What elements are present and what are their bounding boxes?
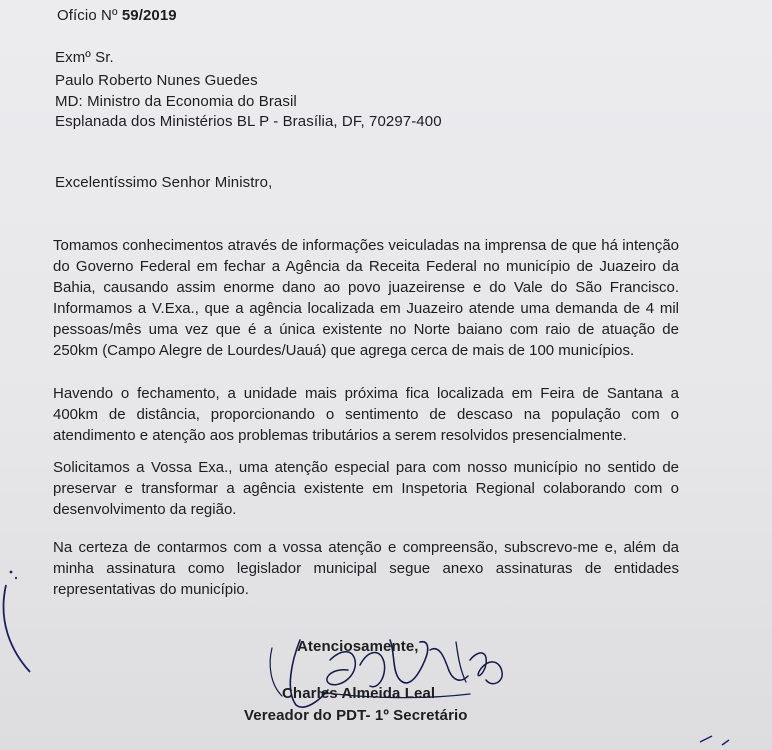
signer-title: Vereador do PDT- 1º Secretário bbox=[244, 707, 468, 724]
valediction: Atenciosamente, bbox=[297, 638, 419, 655]
body-paragraph: Solicitamos a Vossa Exa., uma atenção especial para com nosso município no sentido de preservar e transformar a agência existente em Inspetoria Regional colaborando com o desenvolvimento da região. bbox=[53, 459, 679, 518]
recipient-role: MD: Ministro da Economia do Brasil bbox=[55, 93, 297, 110]
body-paragraph: Na certeza de contarmos com a vossa atenção e compreensão, subscrevo-me e, além da minha assinatura como legislador municipal segue anexo assinaturas de entidades representativas do município. bbox=[53, 539, 679, 598]
greeting: Excelentíssimo Senhor Ministro, bbox=[55, 174, 273, 191]
recipient-salutation: Exmº Sr. bbox=[55, 49, 114, 66]
body-paragraph: Havendo o fechamento, a unidade mais próxima fica localizada em Feira de Santana a 400km de distância, proporcionando o sentimento de descaso na população com o atendimento e atenção aos problemas tributários a serem resolvidos presencialmente. bbox=[53, 385, 679, 444]
recipient-address: Esplanada dos Ministérios BL P - Brasília, DF, 70297-400 bbox=[55, 113, 442, 130]
office-number: 59/2019 bbox=[121, 7, 177, 24]
recipient-name: Paulo Roberto Nunes Guedes bbox=[55, 72, 258, 89]
signer-name: Charles Almeida Leal bbox=[282, 685, 436, 702]
office-label: Ofício Nº bbox=[57, 7, 122, 24]
body-paragraph: Tomamos conhecimentos através de informações veiculadas na imprensa de que há intenção do Governo Federal em fechar a Agência da Receita Federal no município de Juazeiro da Bahia, causando assim enorme dano ao povo juazeirense e do Vale do São Francisco. Informamos a V.Exa., que a agência localizada em Juazeiro atende uma demanda de 4 mil pessoas/mês uma vez que é a única existente no Norte baiano com raio de atuação de 250km (Campo Alegre de Lourdes/Uauá) que agrega cerca de mais de 100 municípios. bbox=[53, 237, 679, 359]
